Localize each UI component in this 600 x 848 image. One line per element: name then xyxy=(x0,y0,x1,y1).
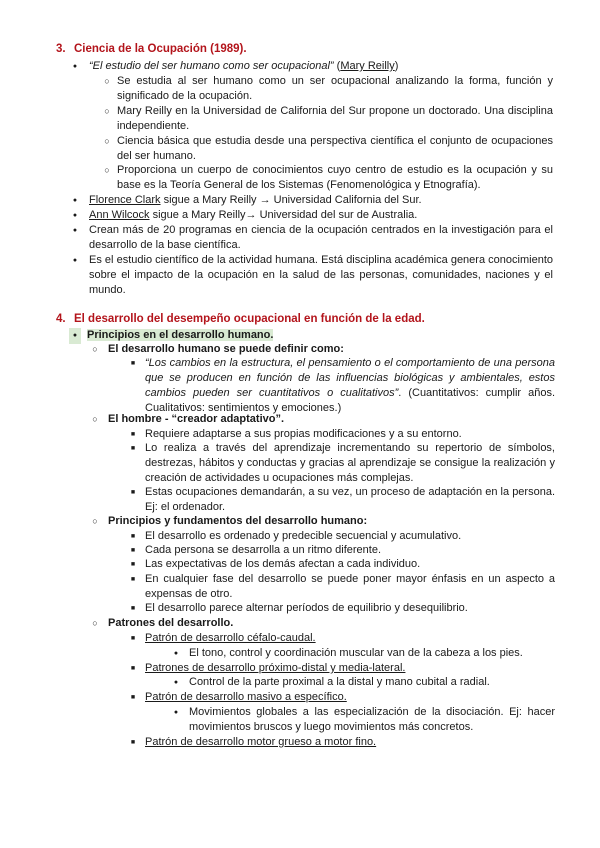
bullet-dot-icon xyxy=(170,705,182,721)
list-item: Proporciona un cuerpo de conocimientos cuyo centro de estudio es la ocupación y su base es la Teoría General de los Sistemas (Fenomenológica y Etnografía). xyxy=(117,164,553,191)
bullet-dot-icon xyxy=(170,646,182,662)
list-item: Requiere adaptarse a sus propias modificaciones y a su entorno. xyxy=(145,428,462,440)
bullet-dot-icon xyxy=(170,675,182,691)
bullet-square-icon xyxy=(127,631,139,647)
list-item: Ciencia básica que estudia desde una perspectiva científica el conjunto de ocupaciones del ser humano. xyxy=(117,135,553,162)
definition-quote: “Los cambios en la estructura, el pensamiento o el comportamiento de una persona que se producen en función de las influencias biológicas y ambientales, estos cambios pueden ser cuantitativos o cualitativos”. (Cuantitativos: cumplir años. Cualitativos: sentimientos y emociones.) xyxy=(145,357,555,414)
bullet-square-icon xyxy=(127,557,139,573)
bullet-dot-icon xyxy=(69,208,81,224)
bullet-square-icon xyxy=(127,485,139,501)
bullet-dot-icon xyxy=(69,253,81,269)
list-item: Crean más de 20 programas en ciencia de la ocupación centrados en la investigación para el desarrollo de la base científica. xyxy=(89,224,553,251)
florence-clark-link[interactable]: Florence Clark xyxy=(89,194,161,206)
pattern-detail: Movimientos globales a las especialización de la disociación. Ej: hacer movimientos bruscos y luego movimientos más concretos. xyxy=(189,706,555,733)
list-item: El desarrollo parece alternar períodos de equilibrio y desequilibrio. xyxy=(145,602,468,614)
list-item: Cada persona se desarrolla a un ritmo diferente. xyxy=(145,544,382,556)
section-3-quote: “El estudio del ser humano como ser ocupacional” (Mary Reilly) xyxy=(89,60,399,72)
pattern-detail: El tono, control y coordinación muscular van de la cabeza a los pies. xyxy=(189,647,523,659)
pattern-label: Patrones de desarrollo próximo-distal y media-lateral. xyxy=(145,662,406,674)
bullet-dot-icon xyxy=(69,223,81,239)
list-item: En cualquier fase del desarrollo se puede poner mayor énfasis en un aspecto a expensas de otro. xyxy=(145,573,555,600)
list-item: Lo realiza a través del aprendizaje incrementando su repertorio de símbolos, destrezas, hábitos y conductas y gracias al aprendizaje se consigue la realización y creación de actividades u ocupaciones más complejas. xyxy=(145,442,555,484)
principles-heading: Principios en el desarrollo humano. xyxy=(87,329,274,341)
bullet-circle-icon xyxy=(101,163,113,178)
pattern-detail: Control de la parte proximal a la distal y mano cubital a radial. xyxy=(189,676,490,688)
list-item: El desarrollo es ordenado y predecible secuencial y acumulativo. xyxy=(145,530,462,542)
list-item: Se estudia al ser humano como un ser ocupacional analizando la forma, función y significado de la ocupación. xyxy=(117,75,553,102)
bullet-square-icon xyxy=(127,690,139,706)
wilcock-item: Ann Wilcock sigue a Mary Reilly→ Universidad del sur de Australia. xyxy=(89,209,418,221)
creator-heading: El hombre - “creador adaptativo”. xyxy=(108,413,285,425)
bullet-circle-icon xyxy=(101,134,113,149)
bullet-square-icon xyxy=(127,356,139,372)
fundamentals-heading: Principios y fundamentos del desarrollo humano: xyxy=(108,515,368,527)
patterns-heading: Patrones del desarrollo. xyxy=(108,617,234,629)
ann-wilcock-link[interactable]: Ann Wilcock xyxy=(89,209,150,221)
bullet-square-icon xyxy=(127,661,139,677)
bullet-square-icon xyxy=(127,572,139,588)
section-3-title: Ciencia de la Ocupación (1989). xyxy=(74,43,247,55)
section-3-heading xyxy=(56,42,247,57)
bullet-square-icon xyxy=(127,601,139,617)
bullet-dot-icon xyxy=(69,328,81,344)
clark-item: Florence Clark sigue a Mary Reilly → Universidad California del Sur. xyxy=(89,194,422,206)
list-item: Mary Reilly en la Universidad de California del Sur propone un doctorado. Una disciplina independiente. xyxy=(117,105,553,132)
bullet-circle-icon xyxy=(89,412,101,427)
pattern-label: Patrón de desarrollo masivo a específico. xyxy=(145,691,347,703)
section-4-title: El desarrollo del desempeño ocupacional en función de la edad. xyxy=(74,313,425,325)
bullet-circle-icon xyxy=(101,74,113,89)
bullet-dot-icon xyxy=(69,193,81,209)
bullet-circle-icon xyxy=(89,616,101,631)
bullet-square-icon xyxy=(127,735,139,751)
bullet-square-icon xyxy=(127,441,139,457)
section-4-heading xyxy=(56,312,425,327)
pattern-label: Patrón de desarrollo céfalo-caudal. xyxy=(145,632,316,644)
mary-reilly-link[interactable]: Mary Reilly xyxy=(340,60,395,72)
definition-heading: El desarrollo humano se puede definir como: xyxy=(108,343,344,355)
bullet-circle-icon xyxy=(89,514,101,529)
bullet-dot-icon xyxy=(69,59,81,75)
bullet-circle-icon xyxy=(89,342,101,357)
list-item: Es el estudio científico de la actividad humana. Está disciplina académica genera conocimiento sobre el impacto de la ocupación en la salud de las personas, comunidades, naciones y el mundo. xyxy=(89,254,553,296)
list-item: Estas ocupaciones demandarán, a su vez, un proceso de adaptación en la persona. Ej: el ordenador. xyxy=(145,486,555,513)
list-item: Las expectativas de los demás afectan a cada individuo. xyxy=(145,558,421,570)
section-3-number: 3. xyxy=(56,43,66,55)
pattern-label: Patrón de desarrollo motor grueso a motor fino. xyxy=(145,736,377,748)
bullet-circle-icon xyxy=(101,104,113,119)
section-4-number: 4. xyxy=(56,313,66,325)
